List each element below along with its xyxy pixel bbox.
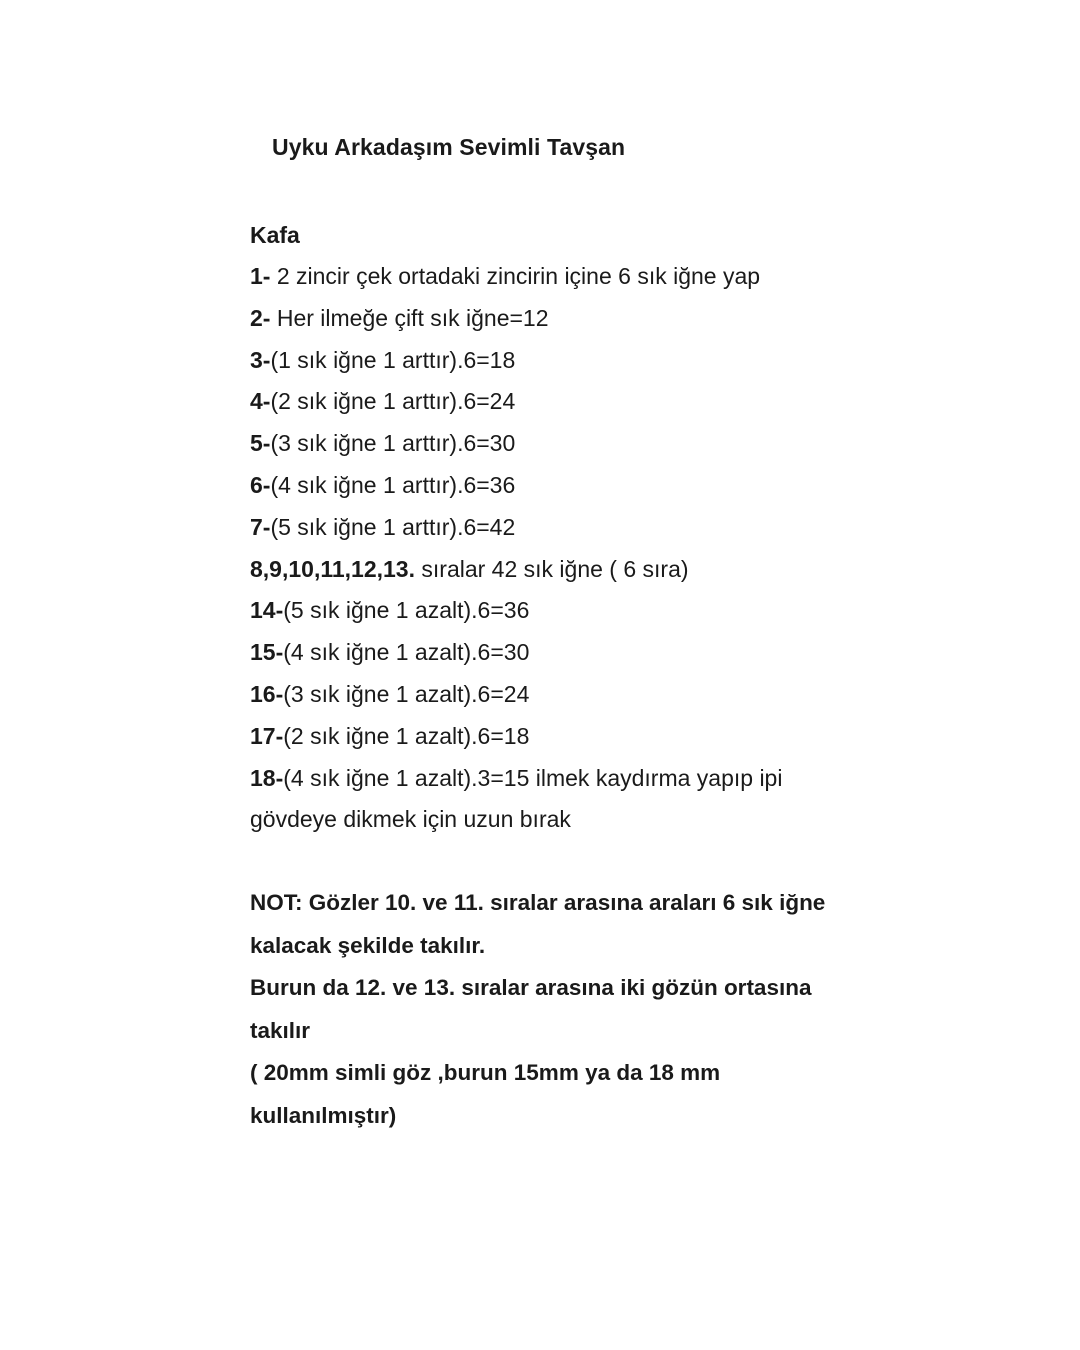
step-number: 17- [250, 722, 284, 749]
pattern-step-6 [250, 465, 850, 507]
step-number: 14- [250, 597, 284, 624]
pattern-step-1 [250, 256, 850, 298]
step-number: 2- [250, 304, 271, 331]
note-line: kullanılmıştır) [250, 1102, 397, 1128]
step-number: 3- [250, 346, 271, 373]
step-text: (4 sık iğne 1 azalt).6=30 [283, 639, 530, 666]
step-number: 8,9,10,11,12,13. [250, 555, 415, 582]
step-number: 1- [250, 263, 271, 289]
step-text: (3 sık iğne 1 azalt).6=24 [283, 680, 530, 707]
step-text: (4 sık iğne 1 arttır).6=36 [270, 471, 516, 498]
step-number: 6- [250, 471, 271, 498]
pattern-step-18 [250, 758, 850, 800]
pattern-content [250, 214, 850, 1137]
note-line: takılır [250, 1017, 311, 1043]
step-number: 5- [250, 430, 271, 457]
step-text: Her ilmeğe çift sık iğne=12 [270, 304, 549, 331]
step-number: 7- [250, 513, 271, 540]
note-line: ( 20mm simli göz ,burun 15mm ya da 18 mm [250, 1060, 721, 1086]
step-text: (2 sık iğne 1 arttır).6=24 [270, 388, 516, 415]
pattern-step-7 [250, 507, 850, 549]
pattern-step-18-continuation: gövdeye dikmek için uzun bırak [250, 806, 571, 833]
notes-block [250, 882, 850, 1137]
step-text: 2 zincir çek ortadaki zincirin içine 6 sık iğne yap [270, 263, 761, 289]
pattern-step-8-13 [250, 549, 850, 591]
step-number: 4- [250, 388, 271, 415]
pattern-step-2 [250, 298, 850, 340]
step-number: 18- [250, 764, 284, 791]
step-text: (2 sık iğne 1 azalt).6=18 [283, 722, 530, 749]
step-text: (1 sık iğne 1 arttır).6=18 [270, 346, 516, 373]
step-number: 15- [250, 639, 284, 666]
step-text: (5 sık iğne 1 azalt).6=36 [283, 597, 530, 624]
step-text: sıralar 42 sık iğne ( 6 sıra) [415, 555, 689, 582]
pattern-step-3 [250, 340, 850, 382]
pattern-step-4 [250, 381, 850, 423]
step-number: 16- [250, 680, 284, 707]
document-title: Uyku Arkadaşım Sevimli Tavşan [272, 134, 626, 160]
pattern-step-17 [250, 716, 850, 758]
step-text: (5 sık iğne 1 arttır).6=42 [270, 513, 516, 540]
pattern-step-14 [250, 590, 850, 632]
note-line: Burun da 12. ve 13. sıralar arasına iki gözün ortasına [250, 975, 812, 1001]
note-line: kalacak şekilde takılır. [250, 932, 486, 958]
step-text: (3 sık iğne 1 arttır).6=30 [270, 430, 516, 457]
step-text: (4 sık iğne 1 azalt).3=15 ilmek kaydırma yapıp ipi [283, 764, 783, 791]
pattern-step-15 [250, 632, 850, 674]
pattern-step-16 [250, 674, 850, 716]
note-line: NOT: Gözler 10. ve 11. sıralar arasına araları 6 sık iğne [250, 890, 826, 916]
pattern-step-5 [250, 423, 850, 465]
section-heading: Kafa [250, 222, 300, 248]
